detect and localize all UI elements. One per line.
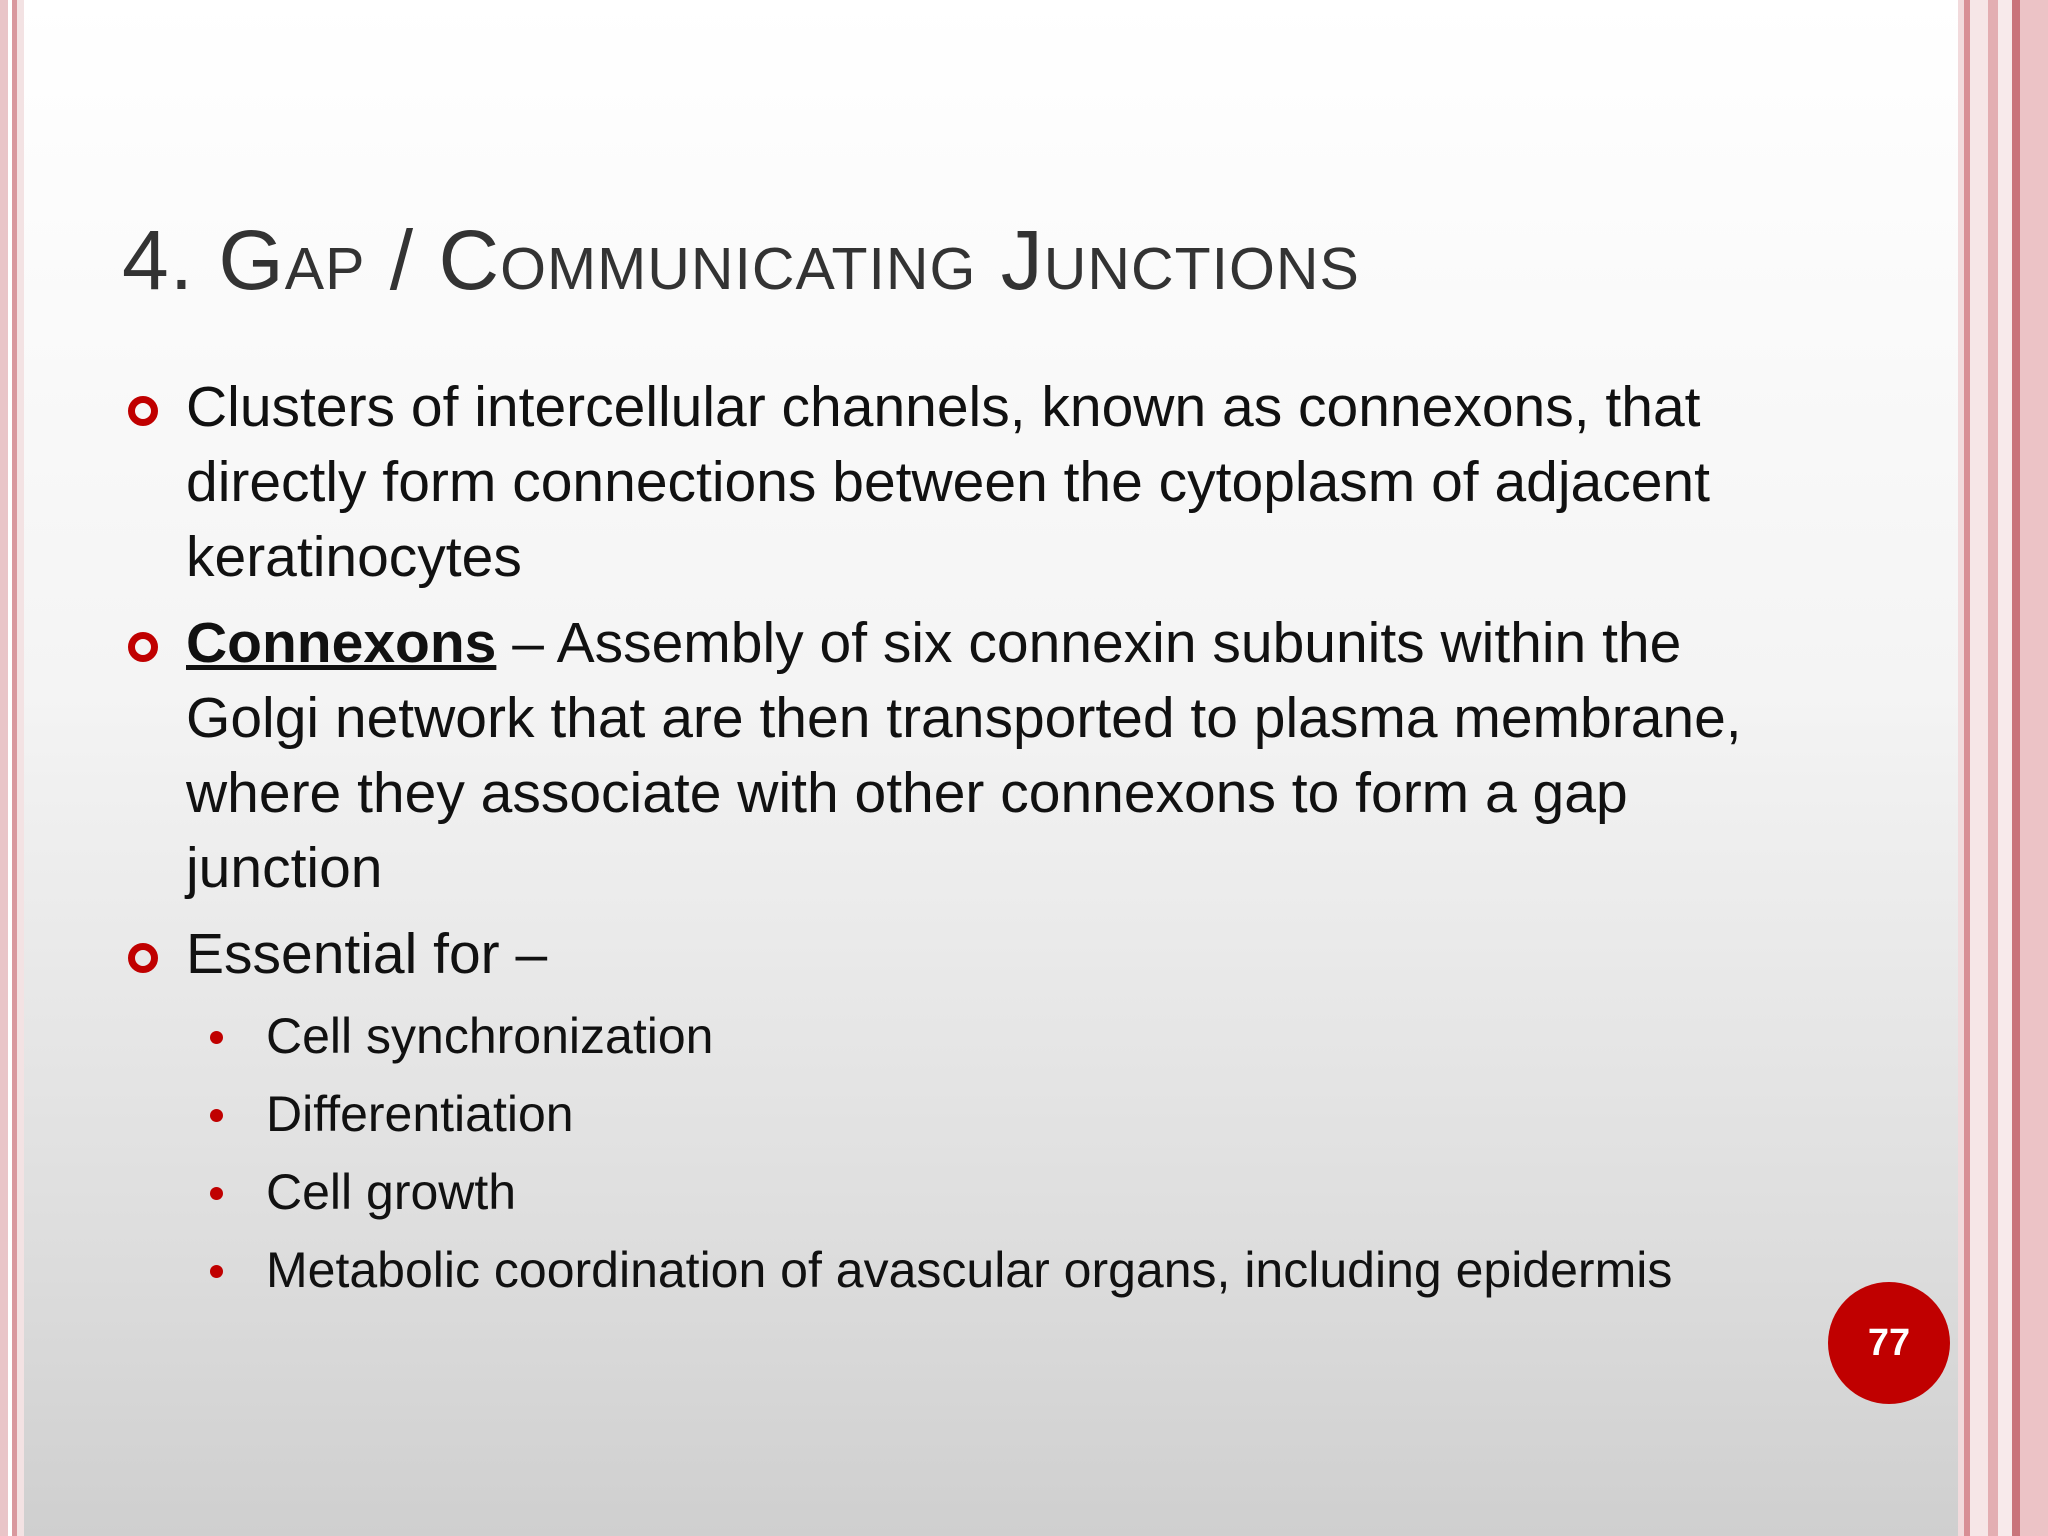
ring-bullet-icon xyxy=(128,943,158,973)
dot-bullet-icon xyxy=(210,1109,223,1122)
term-connexons: Connexons xyxy=(186,611,497,675)
sub-bullet-text: Metabolic coordination of avascular organs, including epidermis xyxy=(266,1242,1673,1298)
ring-bullet-icon xyxy=(128,396,158,426)
sub-bullet-text: Cell synchronization xyxy=(266,1008,714,1064)
sub-bullet-text: Cell growth xyxy=(266,1164,517,1220)
sub-bullet-list xyxy=(122,1003,1762,1303)
slide-content xyxy=(122,370,1762,1315)
dot-bullet-icon xyxy=(210,1187,223,1200)
sub-bullet-item xyxy=(122,1159,1762,1225)
sub-bullet-item xyxy=(122,1081,1762,1147)
ring-bullet-icon xyxy=(128,632,158,662)
bullet-text: Clusters of intercellular channels, known as connexons, that directly form connections between the cytoplasm of adjacent keratinocytes xyxy=(186,375,1710,589)
right-border-stripes xyxy=(1958,0,2048,1536)
bullet-item-connexons xyxy=(122,606,1762,906)
sub-bullet-item xyxy=(122,1237,1762,1303)
left-border-stripe xyxy=(0,0,24,1536)
bullet-item-clusters xyxy=(122,370,1762,595)
dot-bullet-icon xyxy=(210,1031,223,1044)
bullet-item-essential-for xyxy=(122,917,1762,992)
page-number-badge: 77 xyxy=(1828,1282,1950,1404)
bullet-text: Essential for – xyxy=(186,922,548,986)
sub-bullet-text: Differentiation xyxy=(266,1086,574,1142)
slide-title: 4. Gap / Communicating Junctions xyxy=(122,213,1360,307)
bullet-text: – Assembly of six connexin subunits within the Golgi network that are then transported to plasma membrane, where they associate with other connexons to form a gap junction xyxy=(186,611,1742,900)
sub-bullet-item xyxy=(122,1003,1762,1069)
dot-bullet-icon xyxy=(210,1265,223,1278)
